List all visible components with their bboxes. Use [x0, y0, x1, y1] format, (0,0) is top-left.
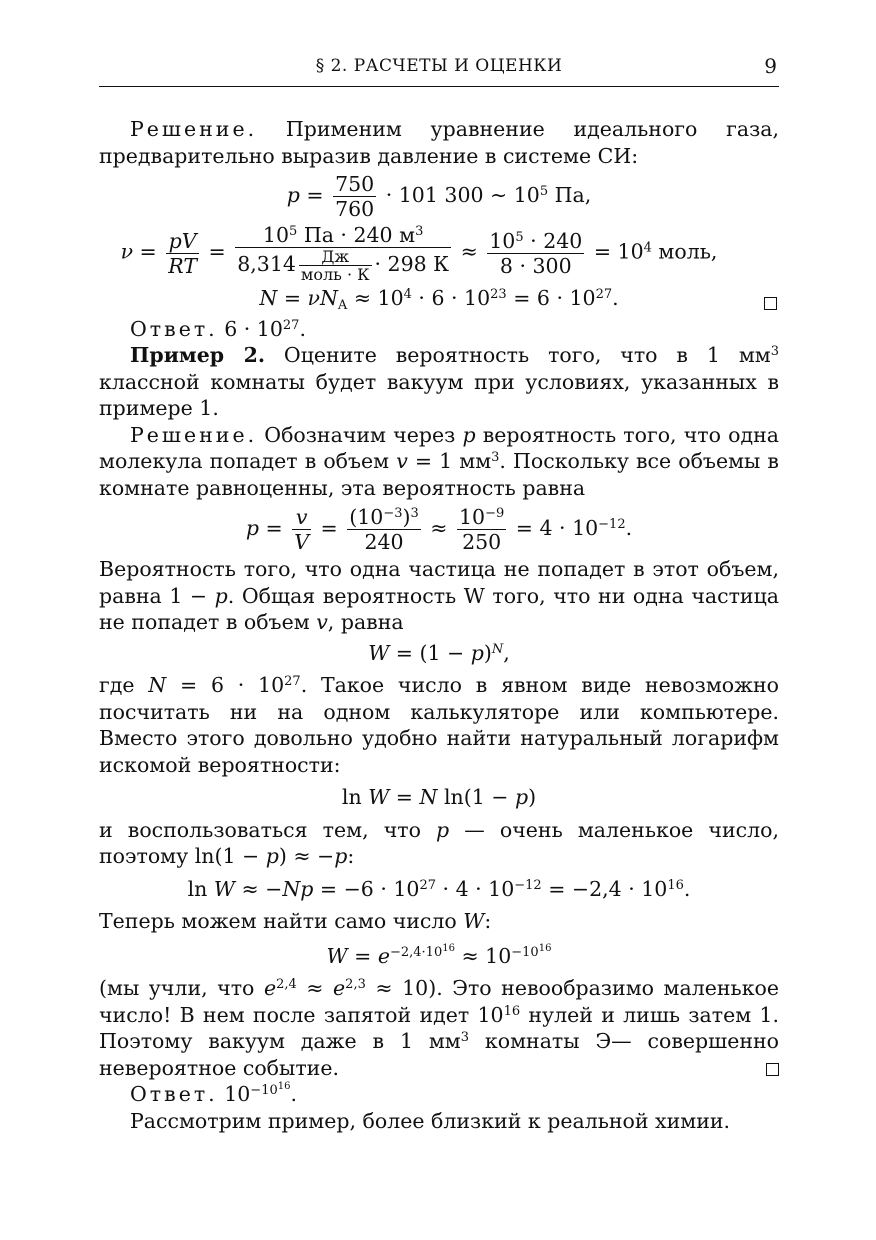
textbook-page	[99, 52, 779, 1134]
solution-text-1: Применим уравнение идеального газа, предварительно выразив давление в системе СИ:	[99, 117, 779, 168]
equation-probability: p = $\frac{v}{V}$ = $\frac{(10^{-3})^3}{240}$ ≈ $\frac{10^{-9}}{250}$ = $4 \cdot 10^{-12}$.	[245, 505, 633, 554]
end-of-proof-square	[764, 297, 777, 310]
running-header	[99, 52, 779, 87]
paragraph-6: Теперь можем найти само число W:	[99, 909, 492, 933]
equation-number: $N = \nu N_A \approx 10^4 \cdot 6 \cdot 10^{23} = 6 \cdot 10^{27}$.	[99, 285, 779, 312]
equation-W: $W = (1 - p)^N$,	[368, 640, 510, 665]
equation-lnW-approx: $\ln W \approx -Np = -6 \cdot 10^{27} \cdot 4 \cdot 10^{-12} = -2,4 \cdot 10^{16}$.	[187, 876, 691, 901]
solution-paragraph-2: Решение. Обозначим через p вероятность того, что одна молекула попадет в объем v = 1 $мм^3$. Поскольку все объемы в комнате равноценны, эта вероятность равна	[99, 422, 779, 500]
equation-moles: ν = $\frac{pV}{RT}$ = $10^5$ Па · 240 $м^3$ 8,314 $\frac{Дж}{\text{моль · К}}$ · 298 К ≈ $\frac{10^5 \cdot 240}{8 \cdot 300}$ = $10^4$ моль,	[120, 223, 718, 284]
end-of-proof-square-2	[766, 1063, 779, 1076]
paragraph-7: (мы учли, что $e^{2,4} \approx e^{2,3} \approx 10$). Это невообразимо маленькое число! В нем после запятой идет $10^{16}$ нулей и лишь затем 1. Поэтому вакуум даже в 1 $мм^3$ комнаты Э— совершенно невероятное событие.	[99, 976, 779, 1080]
example-2: Пример 2. Оцените вероятность того, что в 1 $мм^3$ классной комнаты будет вакуум при условиях, указанных в примере 1.	[99, 343, 779, 420]
paragraph-4: где $N = 6 \cdot 10^{27}$. Такое число в явном виде невозможно посчитать ни на одном калькуляторе или компьютере. Вместо этого довольно удобно найти натуральный логарифм искомой вероятности:	[99, 673, 780, 777]
paragraph-3: Вероятность того, что одна частица не попадет в этот объем, равна 1 − p. Общая вероятность W того, что ни одна частица не попадет в объем v, равна	[99, 557, 779, 634]
closing-paragraph: Рассмотрим пример, более близкий к реальной химии.	[130, 1108, 731, 1133]
page-number: 9	[764, 54, 777, 78]
example-2-label: Пример 2.	[130, 343, 266, 367]
equation-W-final: $W = e^{-2,4\cdot 10^{16}} \approx 10^{-10^{16}}$	[326, 942, 552, 968]
answer-label: Ответ.	[130, 316, 218, 341]
paragraph-5: и воспользоваться тем, что p — очень маленькое число, поэтому ln(1 − p) ≈ −p:	[99, 817, 779, 868]
solution-paragraph-1	[99, 116, 779, 169]
answer-1: Ответ. $6 \cdot 10^{27}$.	[130, 316, 306, 341]
answer-2: Ответ. $10^{-10^{16}}$.	[130, 1081, 297, 1106]
page-body	[99, 116, 779, 1134]
equation-pressure: p = $\frac{750}{760}$ · 101 300 ∼ $10^5$ Па,	[286, 172, 592, 221]
section-title: § 2. РАСЧЕТЫ И ОЦЕНКИ	[315, 56, 563, 76]
solution-label: Решение.	[130, 117, 258, 141]
equation-lnW: ln W = N ln(1 − p)	[341, 785, 537, 809]
